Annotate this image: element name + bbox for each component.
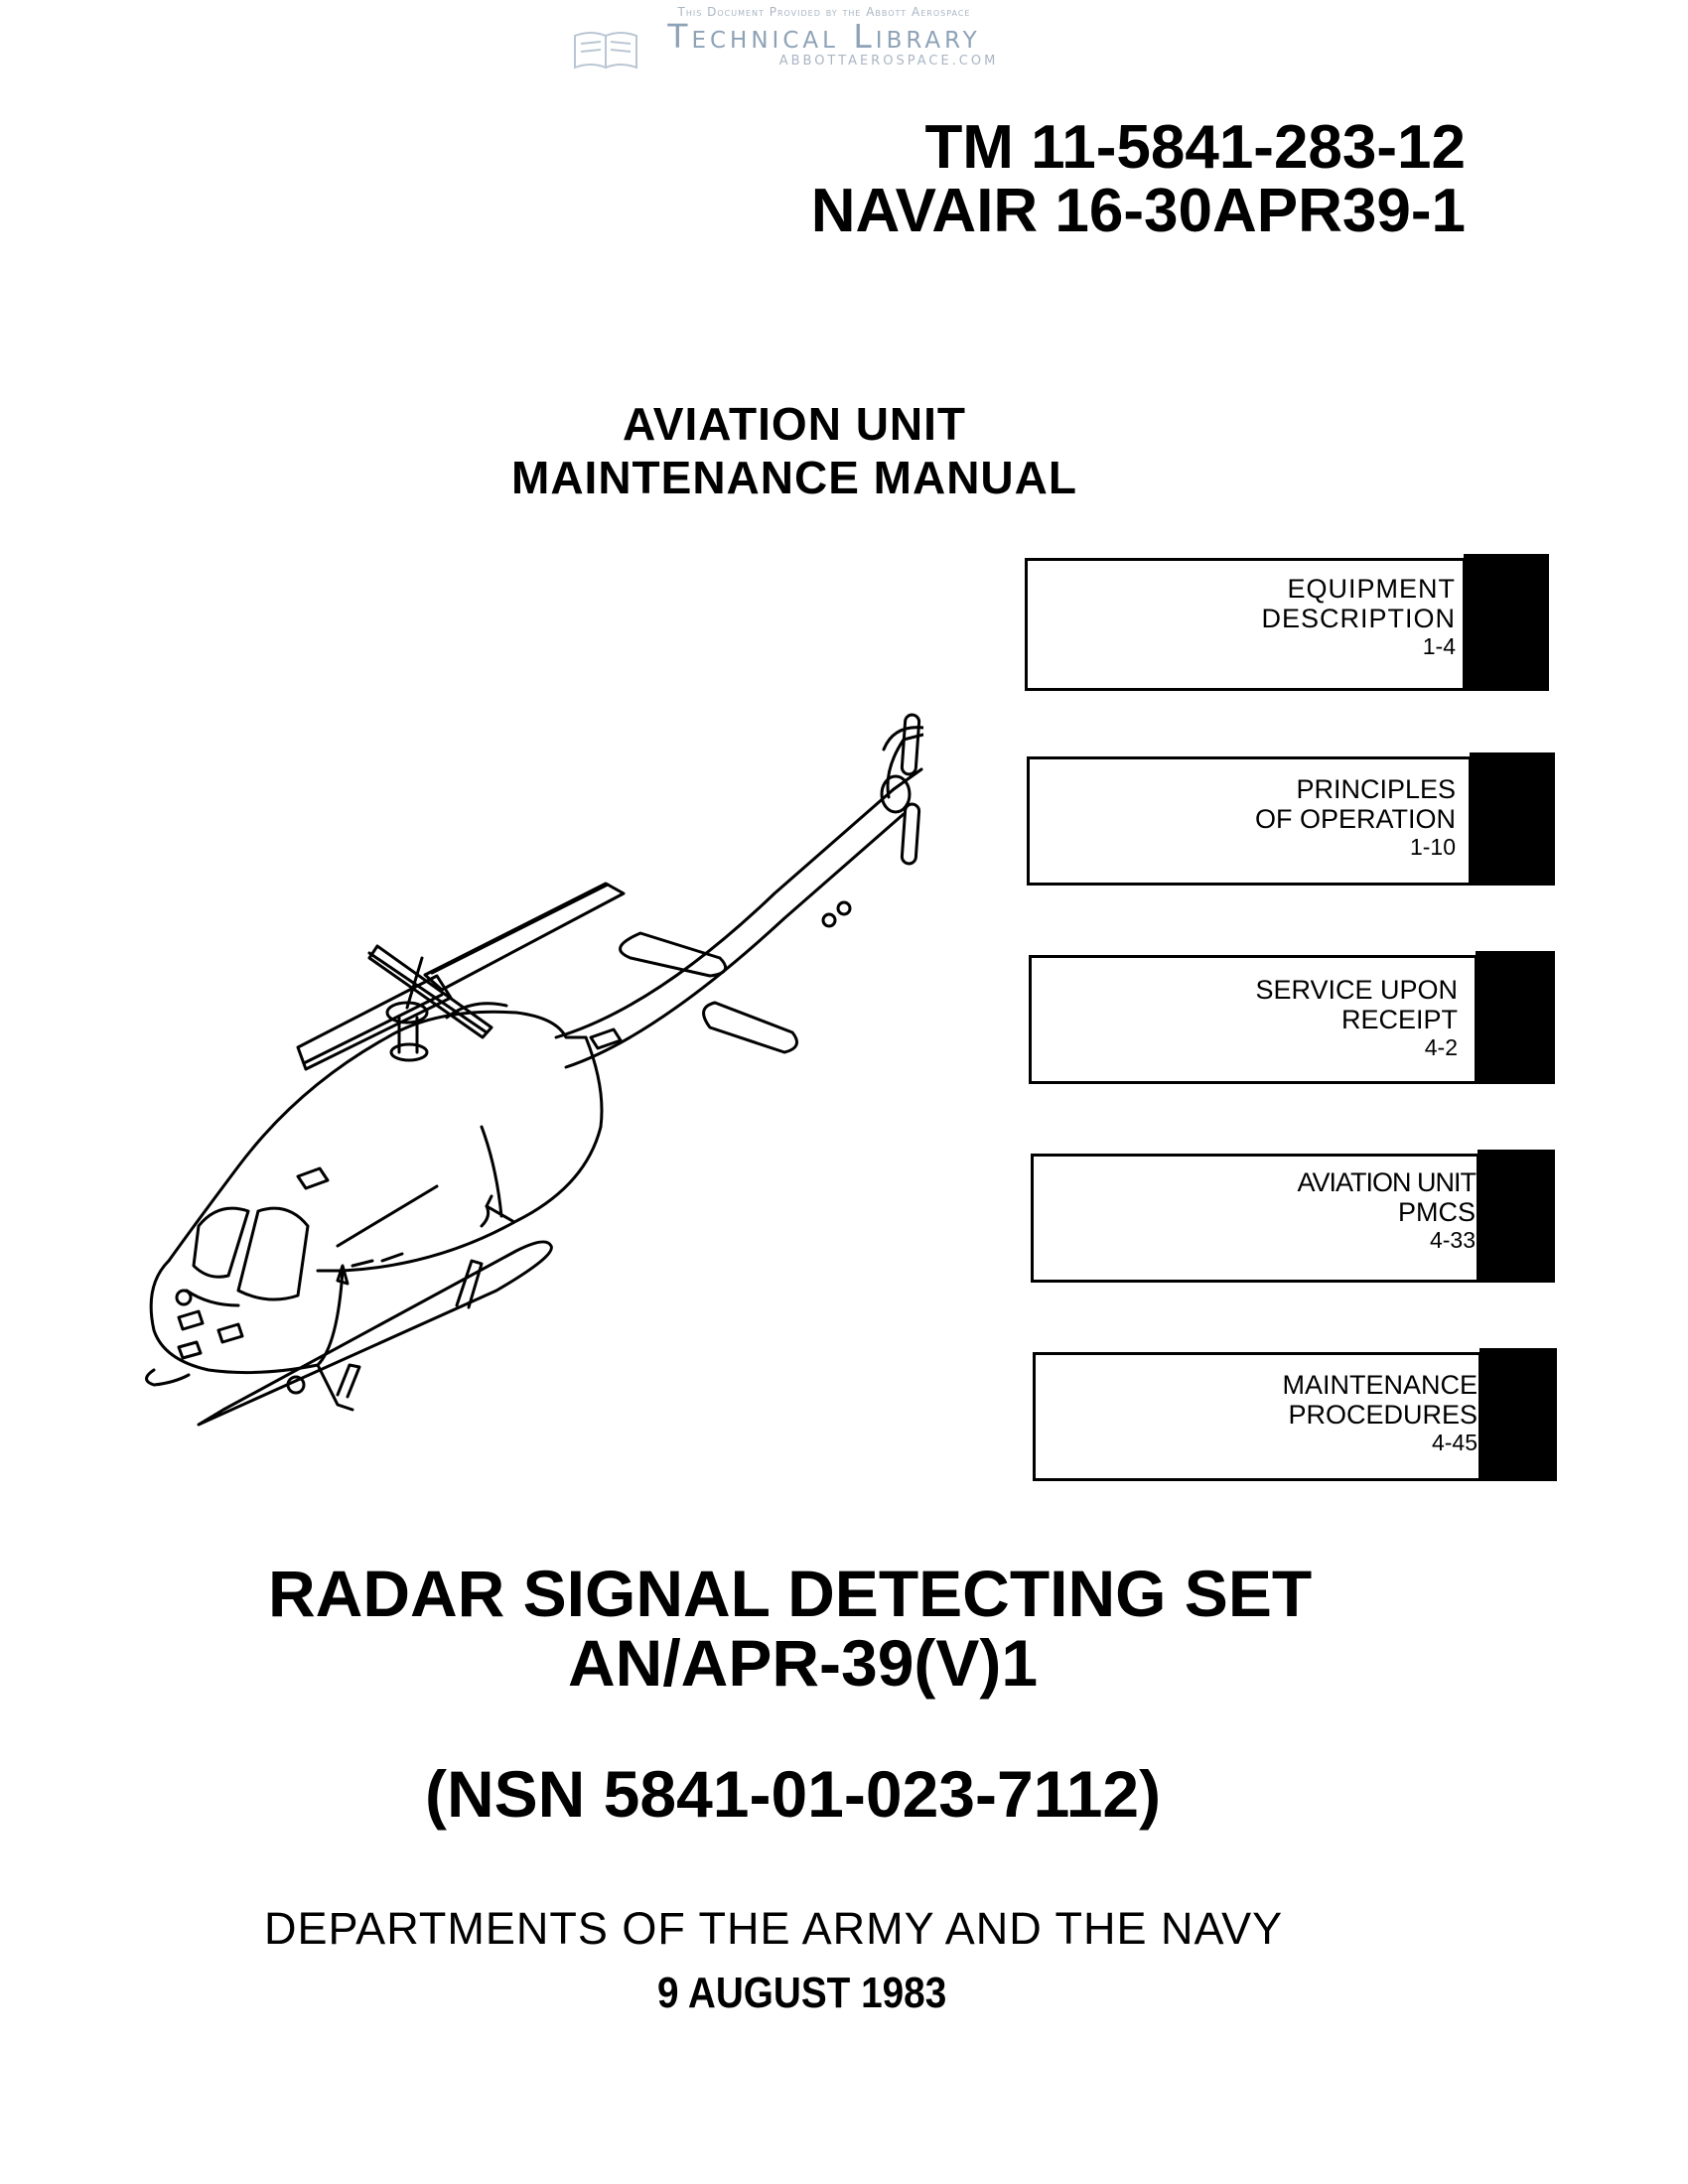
tab-aviation-unit-pmcs[interactable] xyxy=(1031,1150,1555,1283)
tab-line-2: OF OPERATION xyxy=(1254,804,1456,834)
tab-equipment-description[interactable] xyxy=(1025,554,1549,691)
tab-black-edge xyxy=(1477,1150,1555,1283)
tab-page: 4-45 xyxy=(1431,1430,1477,1455)
tab-page: 4-2 xyxy=(1424,1034,1458,1060)
tm-number: TM 11-5841-283-12 xyxy=(924,113,1466,182)
tab-line-2: DESCRIPTION xyxy=(1261,604,1456,633)
equipment-title: RADAR SIGNAL DETECTING SET xyxy=(268,1557,1313,1630)
tab-label xyxy=(1297,1167,1476,1253)
issuing-departments: DEPARTMENTS OF THE ARMY AND THE NAVY xyxy=(264,1903,1284,1954)
tab-page: 1-4 xyxy=(1422,633,1456,659)
tab-page: 1-10 xyxy=(1409,834,1456,860)
nsn-number: (NSN 5841-01-023-7112) xyxy=(425,1757,1162,1831)
tab-principles-of-operation[interactable] xyxy=(1027,752,1555,886)
tab-label xyxy=(1255,774,1456,860)
tab-black-edge xyxy=(1479,1348,1557,1481)
watermark-top-line: This Document Provided by the Abbott Aerospace xyxy=(677,5,971,19)
tab-line-1: MAINTENANCE xyxy=(1282,1370,1477,1400)
model-number: AN/APR-39(V)1 xyxy=(568,1626,1039,1700)
watermark-url: ABBOTTAEROSPACE.COM xyxy=(778,54,999,68)
tab-label xyxy=(1255,975,1458,1060)
tab-line-2: PMCS xyxy=(1397,1197,1476,1227)
watermark-title: Technical Library xyxy=(667,17,981,56)
tab-label xyxy=(1282,1370,1477,1455)
navair-number: NAVAIR 16-30APR39-1 xyxy=(810,177,1466,245)
tab-line-1: AVIATION UNIT xyxy=(1297,1167,1476,1197)
library-logo-icon xyxy=(571,28,640,71)
publication-date: 9 AUGUST 1983 xyxy=(657,1969,947,2017)
manual-type-line-2: MAINTENANCE MANUAL xyxy=(511,452,1077,503)
tab-line-1: SERVICE UPON xyxy=(1255,975,1458,1005)
tab-label xyxy=(1261,574,1456,659)
tab-maintenance-procedures[interactable] xyxy=(1033,1348,1557,1481)
tab-line-2: PROCEDURES xyxy=(1288,1400,1477,1430)
tab-line-1: EQUIPMENT xyxy=(1287,574,1456,604)
helicopter-icon xyxy=(139,710,923,1444)
tab-black-edge xyxy=(1476,951,1555,1084)
tab-black-edge xyxy=(1470,752,1555,886)
manual-type-line-1: AVIATION UNIT xyxy=(622,398,967,450)
tab-line-2: RECEIPT xyxy=(1340,1005,1458,1034)
tab-service-upon-receipt[interactable] xyxy=(1029,951,1555,1084)
tab-page: 4-33 xyxy=(1429,1227,1476,1253)
tab-line-1: PRINCIPLES xyxy=(1296,774,1456,804)
tab-black-edge xyxy=(1464,554,1549,691)
